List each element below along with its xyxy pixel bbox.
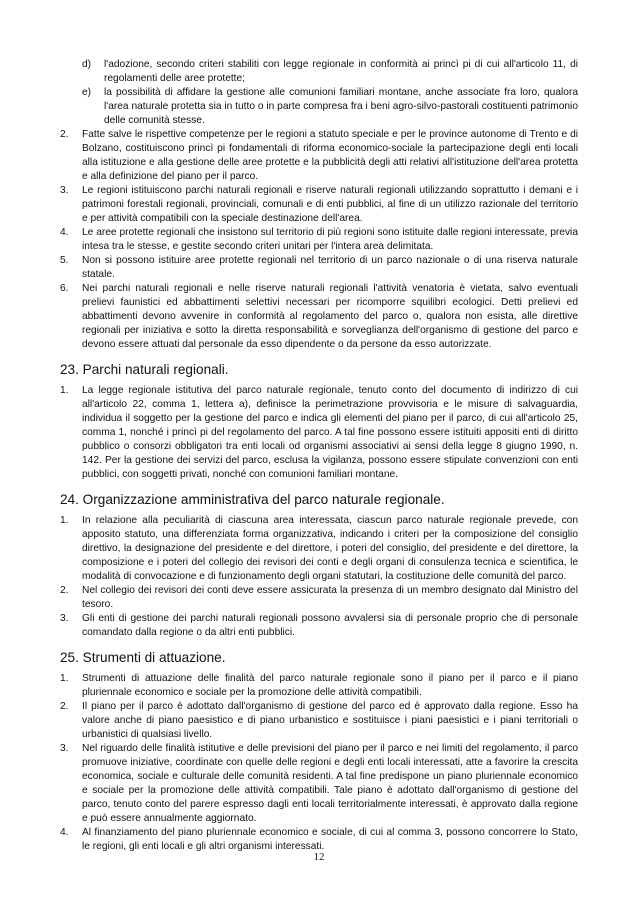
para-number: 3. [60,613,69,624]
section-24-para-1 [60,514,578,584]
para-text: In relazione alla peculiarità di ciascuna area interessata, ciascun parco naturale regionale prevede, con apposito statuto, una differenziata forma organizzativa, indicando i criteri per la composizione del consiglio direttivo, la designazione del presidente e del direttore, i poteri del consiglio, del presidente e del direttore, la composizione e i poteri del collegio dei revisori dei conti e degli organi di consulenza tecnica e scientifica, le modalità di convocazione e di funzionamento degli organi statutari, la costituzione delle comunità del parco. [82,515,578,582]
para-number: 4. [60,827,69,838]
para-number: 6. [60,283,69,294]
para-text: Fatte salve le rispettive competenze per le regioni a statuto speciale e per le province autonome di Trento e di Bolzano, costituiscono princì pi fondamentali di riforma economico-sociale la partecipazione degli enti locali alla istituzione e alla gestione delle aree protette e la pubblicità degli atti relativi all'istituzione dell'area protetta e alla definizione del piano per il parco. [82,129,578,182]
intro-para-4 [60,226,578,254]
section-23-para-1 [60,384,578,482]
section-25-para-3 [60,742,578,826]
item-marker: e) [82,87,92,98]
para-number: 4. [60,227,69,238]
section-25-para-1 [60,672,578,700]
section-24-para-2 [60,584,578,612]
section-heading-23: 23. Parchi naturali regionali. [60,362,229,377]
para-text: Strumenti di attuazione delle finalità del parco naturale regionale sono il piano per il parco e il piano pluriennale economico e sociale per la promozione delle attività compatibili. [82,673,578,698]
para-number: 1. [60,673,69,684]
item-text: l'adozione, secondo criteri stabiliti con legge regionale in conformità ai princì pi di cui all'articolo 11, di regolamenti delle aree protette; [104,59,578,84]
para-text: Le aree protette regionali che insistono sul territorio di più regioni sono istituite dalle regioni interessate, previa intesa tra le stesse, e gestite secondo criteri unitari per l'intera area delimitata. [82,227,578,252]
para-text: Il piano per il parco è adottato dall'organismo di gestione del parco ed è approvato dalla regione. Esso ha valore anche di piano paesistico e di piano urbanistico e sostituisce i piani paesistici e i piani territoriali o urbanistici di qualsiasi livello. [82,701,578,740]
para-number: 2. [60,129,69,140]
para-number: 1. [60,385,69,396]
para-text: Non si possono istituire aree protette regionali nel territorio di un parco nazionale o di una riserva naturale statale. [82,255,578,280]
para-number: 3. [60,743,69,754]
para-number: 2. [60,701,69,712]
para-text: Al finanziamento del piano pluriennale economico e sociale, di cui al comma 3, possono concorrere lo Stato, le regioni, gli enti locali e gli altri organismi interessati. [82,827,578,852]
item-marker: d) [82,59,92,70]
intro-para-3 [60,184,578,226]
para-text: Nel collegio dei revisori dei conti deve essere assicurata la presenza di un membro designato dal Ministro del tesoro. [82,585,578,610]
section-25-para-2 [60,700,578,742]
para-number: 2. [60,585,69,596]
para-number: 3. [60,185,69,196]
section-heading-24: 24. Organizzazione amministrativa del parco naturale regionale. [60,492,445,507]
intro-para-5 [60,254,578,282]
para-text: Gli enti di gestione dei parchi naturali regionali possono avvalersi sia di personale proprio che di personale comandato dalla regione o da altri enti pubblici. [82,613,578,638]
intro-item-d [82,58,578,86]
document-page [60,58,578,854]
para-text: La legge regionale istitutiva del parco naturale regionale, tenuto conto del documento di indirizzo di cui all'articolo 22, comma 1, lettera a), definisce la perimetrazione provvisoria e le misure di salvaguardia, individua il soggetto per la gestione del parco e indica gli elementi del piano per il parco, di cui all'articolo 25, comma 1, nonché i princì pi del regolamento del parco. A tal fine possono essere istituiti appositi enti di diritto pubblico o consorzi obbligatori tra enti locali od organismi associativi ai sensi della legge 8 giugno 1990, n. 142. Per la gestione dei servizi del parco, esclusa la vigilanza, possono essere stipulate convenzioni con enti pubblici, con soggetti privati, nonché con comunioni familiari montane. [82,385,578,480]
para-text: Nel riguardo delle finalità istitutive e delle previsioni del piano per il parco e nei limiti del regolamento, il parco promuove iniziative, coordinate con quelle delle regioni e degli enti locali interessati, atte a favorire la crescita economica, sociale e culturale delle comunità residenti. A tal fine predispone un piano pluriennale economico e sociale per la promozione delle attività compatibili. Tale piano è adottato dall'organismo di gestione del parco, tenuto conto del parere espresso dagli enti locali territorialmente interessati, è approvato dalla regione e può essere annualmente aggiornato. [82,743,578,824]
page-number: 12 [313,851,325,863]
section-heading-25: 25. Strumenti di attuazione. [60,650,226,665]
para-text: Nei parchi naturali regionali e nelle riserve naturali regionali l'attività venatoria è vietata, salvo eventuali prelievi faunistici ed abbattimenti selettivi necessari per ricomporre squilibri ecologici. Detti prelievi ed abbattimenti devono avvenire in conformità al regolamento del parco o, qualora non esista, alle direttive regionali per iniziativa e sotto la diretta responsabilità e sorveglianza dell'organismo di gestione del parco e devono essere attuati dal personale da esso dipendente o da persone da esso autorizzate. [82,283,578,350]
section-25-para-4 [60,826,578,854]
para-number: 5. [60,255,69,266]
item-text: la possibilità di affidare la gestione alle comunioni familiari montane, anche associate fra loro, qualora l'area naturale protetta sia in tutto o in parte compresa fra i beni agro-silvo-pastorali costituenti patrimonio delle comunità stesse. [104,87,578,126]
section-24-para-3 [60,612,578,640]
intro-para-6 [60,282,578,352]
para-text: Le regioni istituiscono parchi naturali regionali e riserve naturali regionali utilizzando soprattutto i demani e i patrimoni forestali regionali, provinciali, comunali e di enti pubblici, al fine di un utilizzo razionale del territorio e per attività compatibili con la speciale destinazione dell'area. [82,185,578,224]
intro-para-2 [60,128,578,184]
para-number: 1. [60,515,69,526]
intro-item-e [82,86,578,128]
